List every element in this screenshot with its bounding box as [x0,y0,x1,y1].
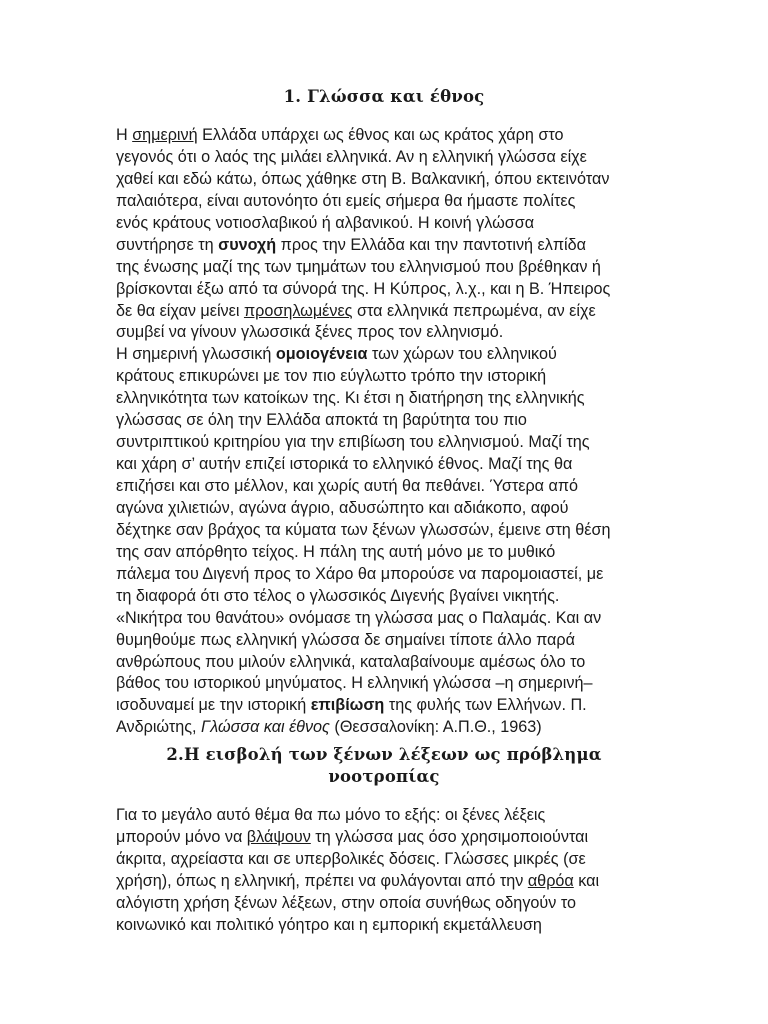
underlined-term: σημερινή [132,126,198,144]
text-segment: άκριτα, αχρείαστα και σε υπερβολικές δόσεις. Γλώσσες μικρές (σε [116,849,586,868]
text-line [116,893,656,915]
text-line [116,695,656,717]
underlined-term: προσηλωμένες [243,301,353,320]
text-segment: θυμηθούμε πως ελληνική γλώσσα δε σημαίνει τίποτε άλλο παρά [116,630,575,649]
text-line [116,344,656,366]
text-line [116,301,656,323]
text-segment: χαθεί και εδώ κάτω, όπως χάθηκε στη Β. Βαλκανική, όπου εκτεινόταν [116,169,610,188]
text-line [116,388,656,410]
text-segment: Για το μεγάλο αυτό θέμα θα πω μόνο το εξής: οι ξένες λέξεις [116,806,546,824]
text-line [116,125,656,147]
text-segment: ενός κράτους νοτιοσλαβικού ή αλβανικού. Η κοινή γλώσσα [116,213,535,232]
text-segment: της ένωσης μαζί της των τμημάτων του ελληνισμού που βρέθηκαν ή [116,257,601,276]
text-segment: Η [116,126,133,144]
text-line [116,608,656,630]
section-2-body [116,805,656,937]
text-segment: δε θα είχαν μείνει [116,301,244,320]
bold-term: συνοχή [218,235,277,254]
text-line [116,564,656,586]
text-line [116,827,656,849]
section-2-title-line-2: νοοτροπίας [328,766,440,786]
text-line [116,147,656,169]
underlined-term: βλάψουν [246,827,311,846]
text-segment: παλαιότερα, είναι αυτονόητο ότι εμείς σήμερα θα ήμαστε πολίτες [116,191,576,210]
text-segment: τη διαφορά ότι στο τέλος ο γλωσσικός Διγενής βγαίνει νικητής. [116,586,560,605]
text-segment: στα ελληνικά πεπρωμένα, αν είχε [352,301,596,320]
section-1-title: 1. Γλώσσα και έθνος [283,87,485,106]
text-segment: γλώσσας σε όλη την Ελλάδα αποκτά τη βαρύτητα του πιο [116,411,527,430]
text-line [116,673,656,695]
text-line [116,849,656,871]
text-segment: συμβεί να γίνουν γλωσσικά ξένες προς τον ελληνισμό. [116,323,504,342]
text-line [116,432,656,454]
text-segment: Η σημερινή γλωσσική [116,345,276,364]
text-line [116,366,656,388]
text-line [116,169,656,191]
text-segment: συντήρησε τη [116,235,219,254]
text-line [116,630,656,652]
text-line [116,498,656,520]
text-segment: των χώρων του ελληνικού [367,345,557,364]
text-line [116,454,656,476]
text-line [116,717,656,739]
section-2-title [116,744,652,788]
text-segment: συντριπτικού κριτηρίου για την επιβίωση του ελληνισμού. Μαζί της [116,433,590,452]
text-segment: και [573,871,600,890]
text-segment: και χάρη σ’ αυτήν επιζεί ιστορικά το ελληνικό έθνος. Μαζί της θα [116,455,573,474]
text-line [116,586,656,608]
text-line [116,805,656,827]
text-segment: της φυλής των Ελλήνων. Π. [384,696,587,715]
text-line [116,235,656,257]
text-line [116,542,656,564]
text-line [116,279,656,301]
text-segment: αγώνα χιλιετιών, αγώνα άγριο, αδυσώπητο και αδιάκοπο, αφού [116,498,569,517]
text-line [116,652,656,674]
bold-term: επιβίωση [310,696,385,715]
text-line [116,191,656,213]
text-segment: πάλεμα του Διγενή προς το Χάρο θα μπορούσε να παρομοιαστεί, με [116,564,604,583]
bold-term: ομοιογένεια [275,345,368,364]
text-segment: τη γλώσσα μας όσο χρησιμοποιούνται [310,827,589,846]
text-segment: προς την Ελλάδα και την παντοτινή ελπίδα [276,235,586,254]
section-2-title-line-1: 2.Η εισβολή των ξένων λέξεων ως πρόβλημα [166,745,602,764]
text-segment: βάθος του ιστορικού μηνύματος. Η ελληνική γλώσσα –η σημερινή– [116,674,593,693]
underlined-term: αθρόα [527,871,574,890]
section-1-body [116,125,656,739]
text-segment: Ελλάδα υπάρχει ως έθνος και ως κράτος χάρη στο [197,126,564,144]
text-segment: της σαν απόρθητο τείχος. Η πάλη της αυτή μόνο με το μυθικό [116,542,556,561]
text-segment: κράτους επικυρώνει με τον πιο εύγλωττο τρόπο την ιστορική [116,367,547,386]
text-line [116,257,656,279]
text-segment: ισοδυναμεί με την ιστορική [116,696,311,715]
text-segment: δέχτηκε σαν βράχος τα κύματα των ξένων γλωσσών, έμεινε στη θέση [116,520,611,539]
text-line [116,520,656,542]
text-line [116,410,656,432]
text-line [116,322,656,344]
text-line [116,476,656,498]
text-segment: ανθρώπους που μιλούν ελληνικά, καταλαβαίνουμε αμέσως όλο το [116,652,586,671]
text-segment: επιζήσει και στο μέλλον, και χωρίς αυτή θα πεθάνει. Ύστερα από [116,477,579,495]
text-segment: αλόγιστη χρήση ξένων λέξεων, στην οποία συνήθως οδηγούν το [116,893,577,912]
text-segment: γεγονός ότι ο λαός της μιλάει ελληνικά. Αν η ελληνική γλώσσα είχε [116,147,587,166]
text-segment: ελληνικότητα των κατοίκων της. Κι έτσι η διατήρηση της ελληνικής [116,389,585,408]
text-segment: μπορούν μόνο να [116,827,247,846]
text-segment: κοινωνικό και πολιτικό γόητρο και η εμπορική εκμετάλλευση [116,915,542,934]
text-segment: βρίσκονται έξω από τα σύνορά της. Η Κύπρος, λ.χ., και η Β. Ήπειρος [116,279,611,298]
italic-title: Γλώσσα και έθνος [201,718,330,737]
text-segment: (Θεσσαλονίκη: Α.Π.Θ., 1963) [329,718,542,737]
text-segment: χρήση), όπως η ελληνική, πρέπει να φυλάγονται από την [116,871,528,890]
text-segment: Ανδριώτης, [116,718,202,737]
text-segment: «Νικήτρα του θανάτου» ονόμασε τη γλώσσα μας ο Παλαμάς. Και αν [116,608,602,627]
text-line [116,213,656,235]
text-line [116,915,656,937]
text-line [116,871,656,893]
